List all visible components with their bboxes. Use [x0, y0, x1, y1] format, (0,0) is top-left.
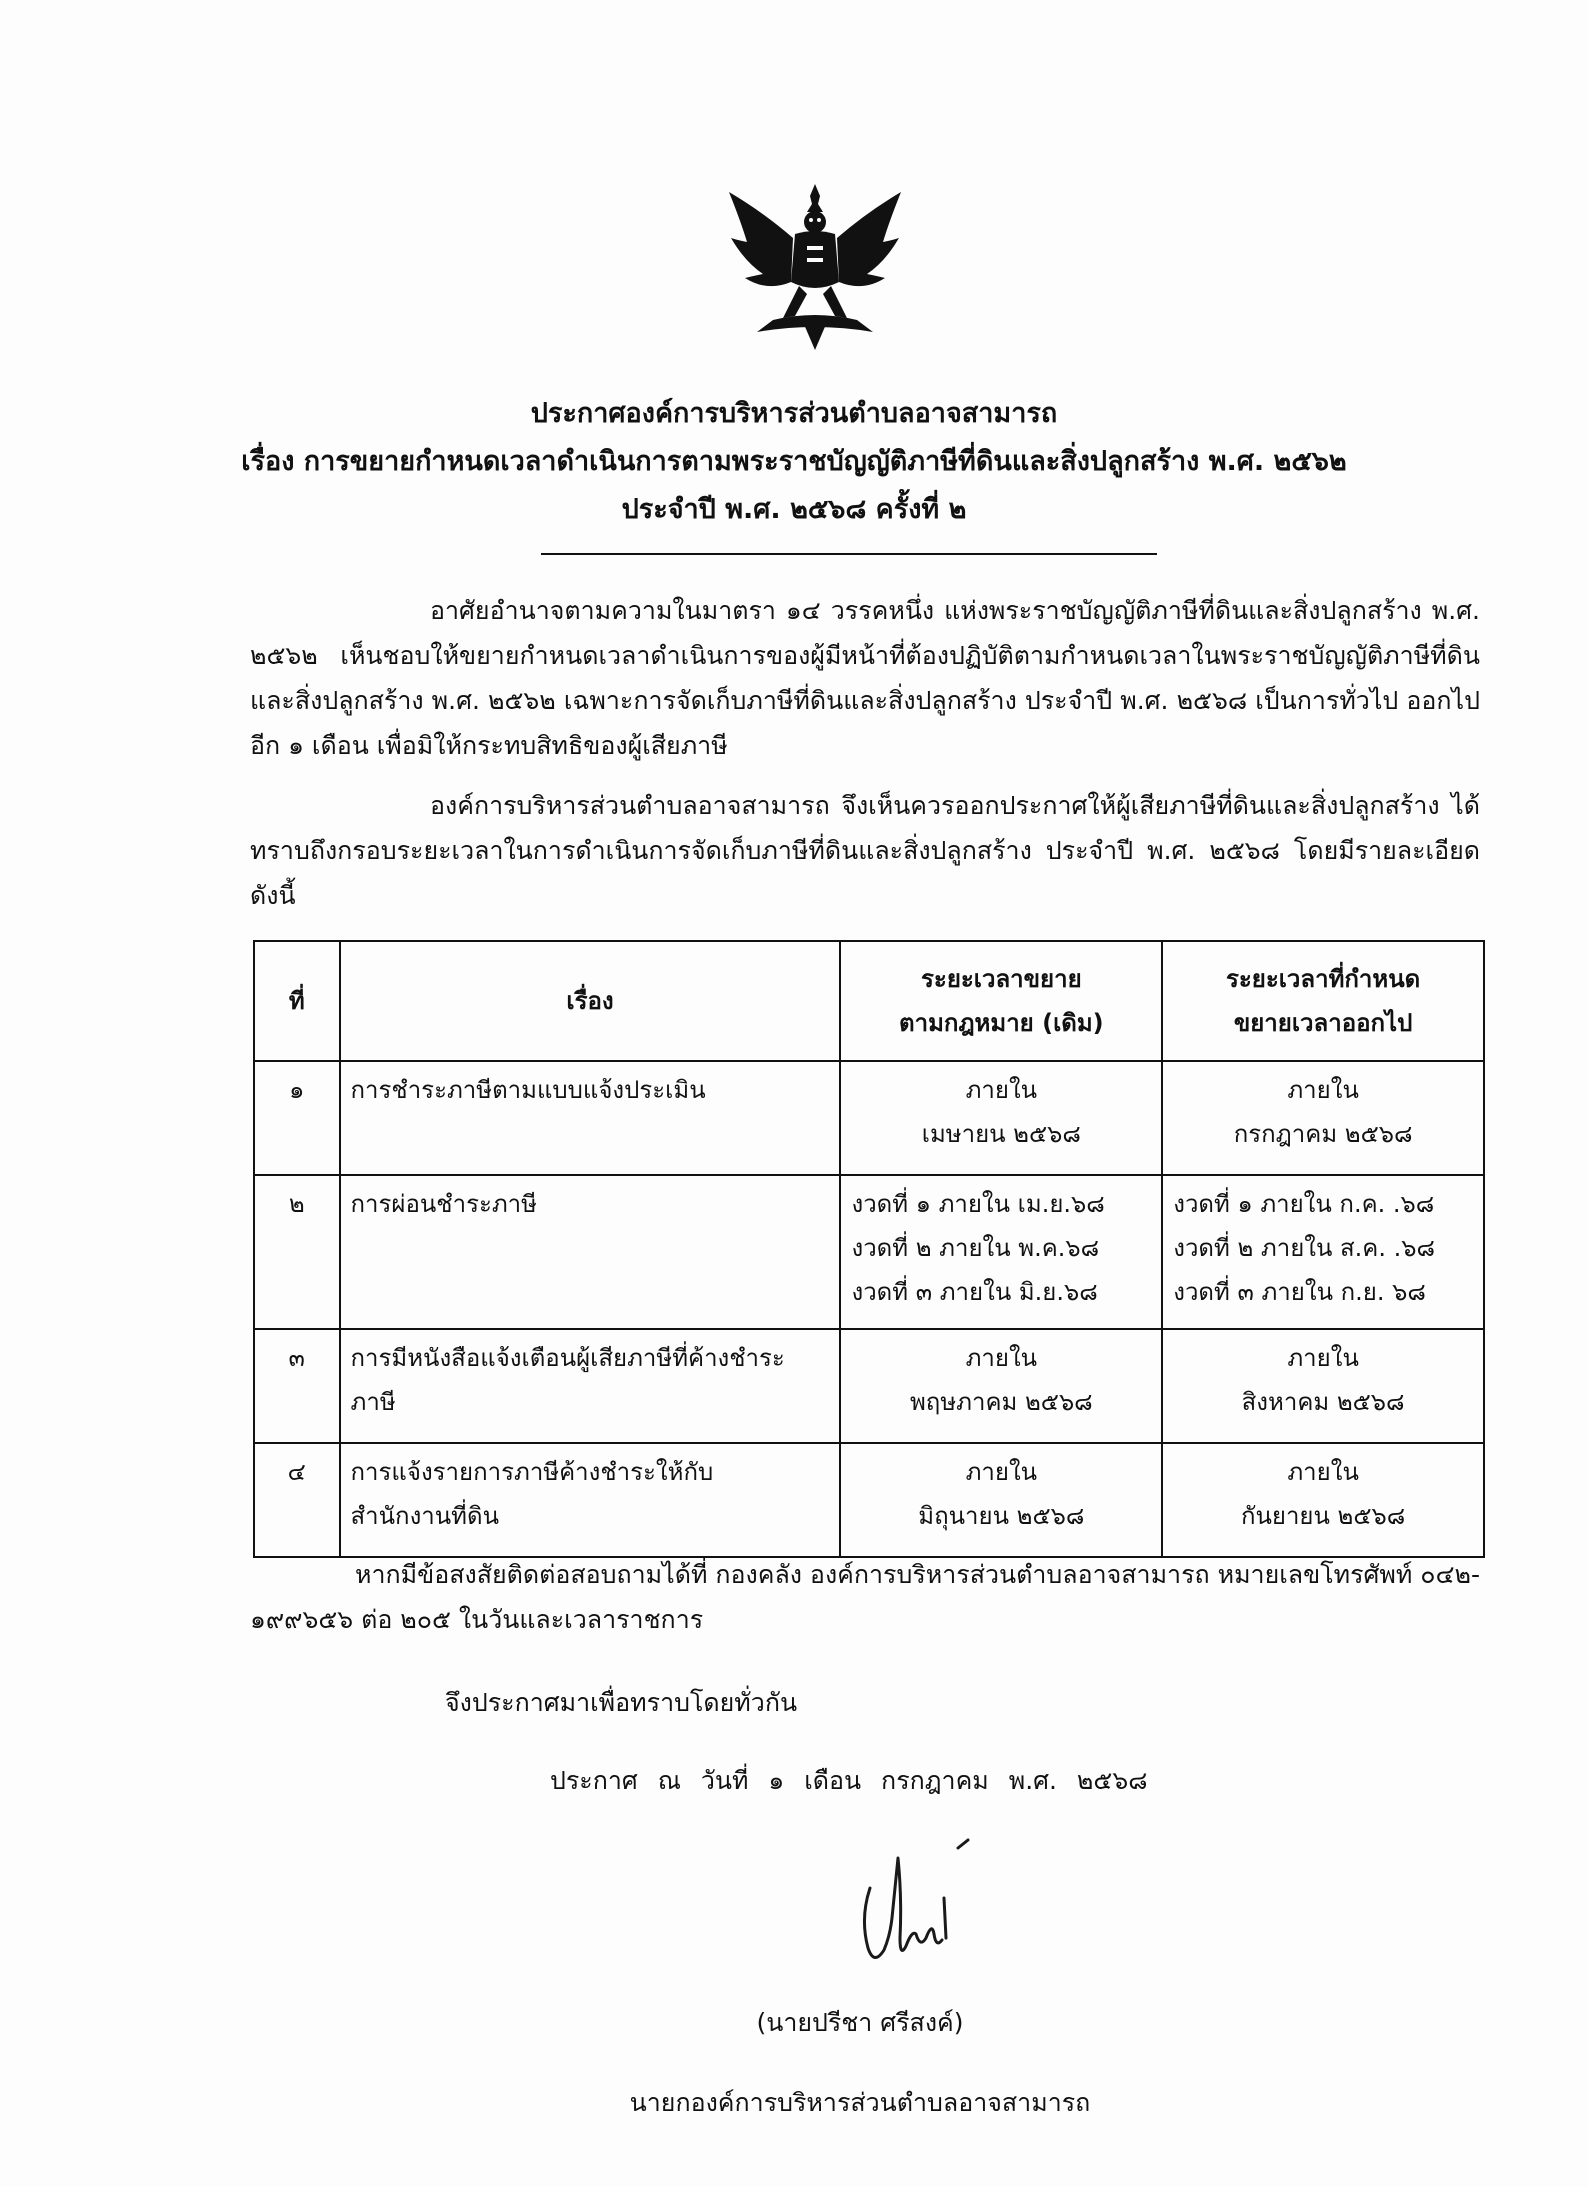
- deadline-line: กรกฎาคม ๒๕๖๘: [1233, 1120, 1413, 1148]
- row-number: ๑: [254, 1061, 340, 1175]
- row-subject: [340, 1175, 841, 1329]
- table-row: [254, 1061, 1484, 1175]
- announcement-date: ประกาศ ณ วันที่ ๑ เดือน กรกฎาคม พ.ศ. ๒๕๖๘: [550, 1766, 1148, 1795]
- row-subject-line: ภาษี: [350, 1388, 396, 1416]
- announcement-year: ประจำปี พ.ศ. ๒๕๖๘ ครั้งที่ ๒: [621, 494, 967, 525]
- deadline-line: งวดที่ ๒ ภายใน พ.ค.๖๘: [851, 1234, 1100, 1262]
- deadline-line: มิถุนายน ๒๕๖๘: [918, 1502, 1085, 1530]
- header-divider: [541, 553, 1157, 555]
- deadline-line: ภายใน: [965, 1344, 1038, 1372]
- announcement-subject: เรื่อง การขยายกำหนดเวลาดำเนินการตามพระราชบัญญัติภาษีที่ดินและสิ่งปลูกสร้าง พ.ศ. ๒๕๖๒: [241, 446, 1347, 477]
- row-extended-deadline: [1162, 1061, 1484, 1175]
- handwritten-signature-icon: [840, 1838, 990, 1978]
- deadline-line: งวดที่ ๒ ภายใน ส.ค. .๖๘: [1173, 1234, 1435, 1262]
- row-original-deadline: [840, 1175, 1162, 1329]
- deadline-line: ภายใน: [1287, 1076, 1359, 1104]
- header-original-line2: ตามกฎหมาย (เดิม): [899, 1009, 1104, 1037]
- announcement-title: ประกาศองค์การบริหารส่วนตำบลอาจสามารถ: [530, 398, 1058, 429]
- row-extended-deadline: [1162, 1175, 1484, 1329]
- deadline-line: งวดที่ ๑ ภายใน เม.ย.๖๘: [851, 1190, 1105, 1218]
- row-extended-deadline: [1162, 1329, 1484, 1443]
- deadline-line: ภายใน: [965, 1458, 1038, 1486]
- header-extended: [1162, 941, 1484, 1061]
- header-subject: เรื่อง: [340, 941, 841, 1061]
- paragraph-closing: จึงประกาศมาเพื่อทราบโดยทั่วกัน: [445, 1688, 798, 1717]
- row-original-deadline: [840, 1329, 1162, 1443]
- header-no: ที่: [254, 941, 340, 1061]
- row-original-deadline: [840, 1061, 1162, 1175]
- row-number: ๓: [254, 1329, 340, 1443]
- deadline-line: กันยายน ๒๕๖๘: [1240, 1502, 1406, 1530]
- garuda-emblem-icon: [723, 182, 907, 352]
- row-number: ๒: [254, 1175, 340, 1329]
- row-subject: [340, 1443, 841, 1557]
- row-extended-deadline: [1162, 1443, 1484, 1557]
- paragraph-authority: อาศัยอำนาจตามความในมาตรา ๑๔ วรรคหนึ่ง แห่งพระราชบัญญัติภาษีที่ดินและสิ่งปลูกสร้าง พ.ศ. ๒๕๖๒ เห็นชอบให้ขยายกำหนดเวลาดำเนินการของผู้มีหน้าที่ต้องปฏิบัติตามกำหนดเวลาในพระราชบัญญัติภาษีที่ดินและสิ่งปลูกสร้าง พ.ศ. ๒๕๖๒ เฉพาะการจัดเก็บภาษีที่ดินและสิ่งปลูกสร้าง ประจำปี พ.ศ. ๒๕๖๘ เป็นการทั่วไป ออกไปอีก ๑ เดือน เพื่อมิให้กระทบสิทธิของผู้เสียภาษี: [250, 596, 1480, 760]
- row-subject-line: การมีหนังสือแจ้งเตือนผู้เสียภาษีที่ค้างชำระ: [350, 1344, 785, 1372]
- row-subject-line: สำนักงานที่ดิน: [350, 1502, 499, 1530]
- row-original-deadline: [840, 1443, 1162, 1557]
- deadline-line: ภายใน: [1287, 1458, 1359, 1486]
- header-extended-line1: ระยะเวลาที่กำหนด: [1225, 965, 1421, 993]
- header-original-line1: ระยะเวลาขยาย: [921, 965, 1082, 993]
- table-row: [254, 1329, 1484, 1443]
- deadline-line: พฤษภาคม ๒๕๖๘: [909, 1388, 1093, 1416]
- row-subject-line: การชำระภาษีตามแบบแจ้งประเมิน: [350, 1076, 706, 1104]
- signer-title: นายกองค์การบริหารส่วนตำบลอาจสามารถ: [629, 2088, 1091, 2117]
- deadline-line: งวดที่ ๓ ภายใน ก.ย. ๖๘: [1173, 1278, 1426, 1306]
- header-original: [840, 941, 1162, 1061]
- row-subject: [340, 1329, 841, 1443]
- deadline-line: ภายใน: [1287, 1344, 1359, 1372]
- table-row: [254, 1443, 1484, 1557]
- header-extended-line2: ขยายเวลาออกไป: [1233, 1009, 1413, 1037]
- deadline-line: ภายใน: [965, 1076, 1038, 1104]
- deadline-line: เมษายน ๒๕๖๘: [921, 1120, 1081, 1148]
- row-subject: [340, 1061, 841, 1175]
- row-number: ๔: [254, 1443, 340, 1557]
- row-subject-line: การผ่อนชำระภาษี: [350, 1190, 537, 1218]
- deadline-line: งวดที่ ๓ ภายใน มิ.ย.๖๘: [851, 1278, 1098, 1306]
- paragraph-notice: องค์การบริหารส่วนตำบลอาจสามารถ จึงเห็นควรออกประกาศให้ผู้เสียภาษีที่ดินและสิ่งปลูกสร้าง ได้ทราบถึงกรอบระยะเวลาในการดำเนินการจัดเก็บภาษีที่ดินและสิ่งปลูกสร้าง ประจำปี พ.ศ. ๒๕๖๘ โดยมีรายละเอียด ดังนี้: [250, 791, 1480, 910]
- table-row: [254, 1175, 1484, 1329]
- deadline-line: สิงหาคม ๒๕๖๘: [1241, 1388, 1405, 1416]
- deadline-line: งวดที่ ๑ ภายใน ก.ค. .๖๘: [1173, 1190, 1435, 1218]
- row-subject-line: การแจ้งรายการภาษีค้างชำระให้กับ: [350, 1458, 714, 1486]
- table-header-row: [254, 941, 1484, 1061]
- paragraph-contact: หากมีข้อสงสัยติดต่อสอบถามได้ที่ กองคลัง องค์การบริหารส่วนตำบลอาจสามารถ หมายเลขโทรศัพท์ ๐๔๒- ๑๙๙๖๕๖ ต่อ ๒๐๕ ในวันและเวลาราชการ: [250, 1560, 1480, 1634]
- schedule-table: [253, 940, 1485, 1558]
- signer-name: (นายปรีชา ศรีสงค์): [756, 2008, 964, 2037]
